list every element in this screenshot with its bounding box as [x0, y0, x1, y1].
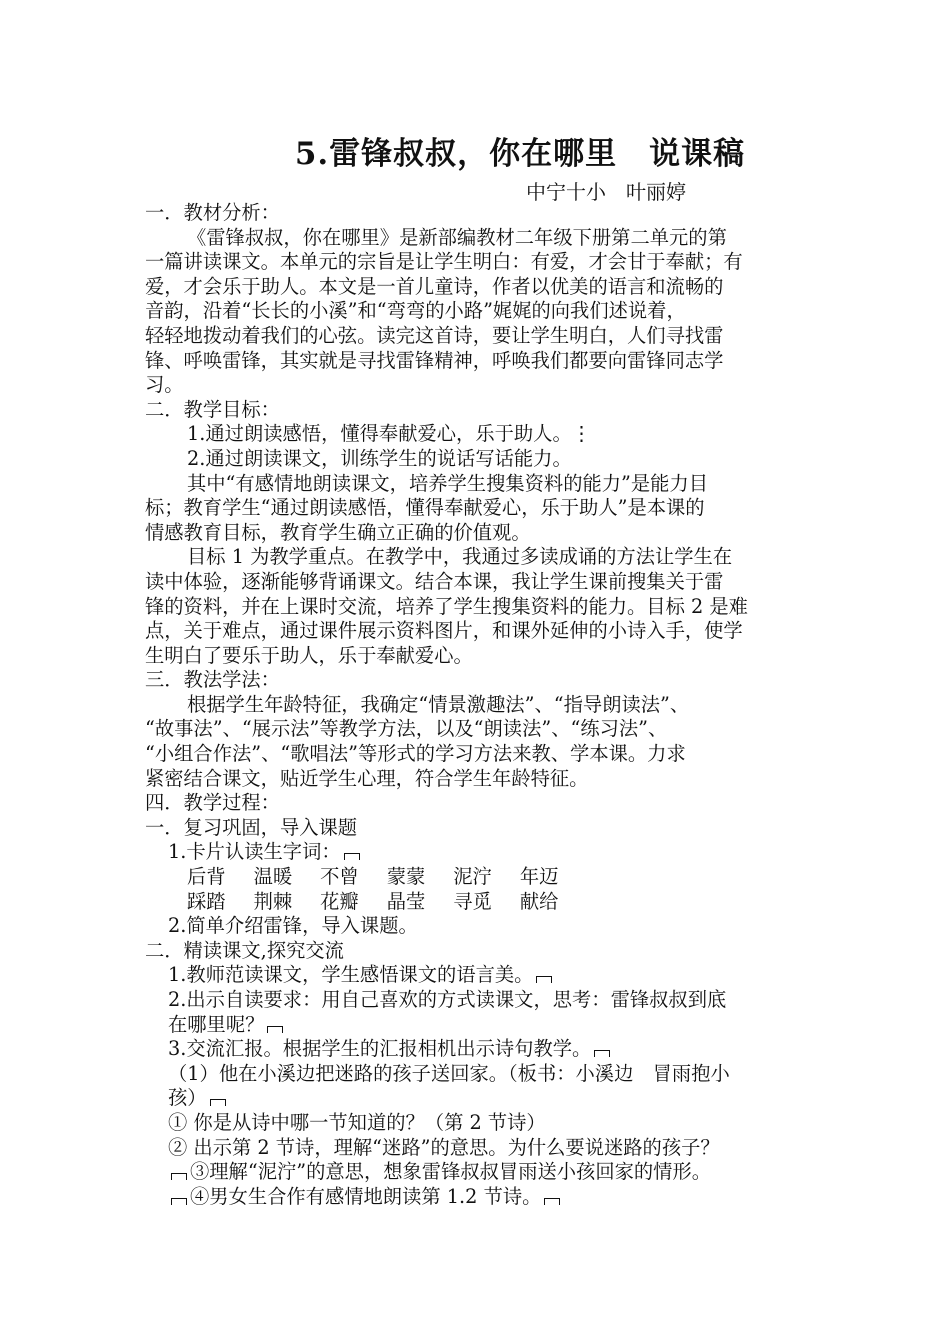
paragraph-line: 紧密结合课文，贴近学生心理，符合学生年龄特征。	[145, 766, 589, 790]
subsection-heading: 一．复习巩固，导入课题	[145, 815, 358, 839]
list-item: （1）他在小溪边把迷路的孩子送回家。（板书：小溪边 冒雨抱小	[168, 1061, 730, 1085]
vocab-word: 荆棘	[253, 889, 293, 913]
subsection-heading: 二．精读课文,探究交流	[145, 938, 344, 962]
return-mark-icon	[594, 1050, 610, 1057]
word-row	[145, 890, 810, 915]
paragraph-line: 音韵，沿着“长长的小溪”和“弯弯的小路”娓娓的向我们述说着，	[145, 299, 686, 323]
paragraph-line: 生明白了要乐于助人，乐于奉献爱心。	[145, 643, 473, 667]
vocab-word: 晶莹	[386, 889, 426, 913]
list-item-text: ③理解“泥泞”的意思，想象雷锋叔叔冒雨送小孩回家的情形。	[190, 1160, 712, 1184]
return-mark-icon	[267, 1026, 283, 1033]
vocab-word: 不曾	[320, 865, 359, 889]
vocab-word: 蒙蒙	[386, 865, 426, 889]
return-mark-icon	[210, 1099, 226, 1106]
vocab-word: 献给	[519, 889, 559, 913]
list-item-text: 在哪里呢？	[168, 1012, 265, 1036]
list-item	[145, 1037, 810, 1062]
vocab-word: 年迈	[519, 865, 559, 889]
author-line: 中宁十小 叶丽婷	[526, 180, 686, 204]
paragraph-line: “故事法”、“展示法”等教学方法，以及“朗读法”、“练习法”、	[145, 717, 668, 741]
list-item: 2.简单介绍雷锋，导入课题。	[168, 914, 418, 938]
list-item	[145, 1160, 810, 1185]
list-item	[145, 1013, 810, 1038]
vocab-word: 泥泞	[453, 865, 492, 889]
list-item: 2.出示自读要求：用自己喜欢的方式读课文，思考：雷锋叔叔到底	[168, 988, 727, 1011]
paragraph-line: 锋的资料，并在上课时交流，培养了学生搜集资料的能力。目标 2 是难	[145, 594, 748, 618]
list-item	[145, 1185, 810, 1210]
list-item-text: 1.卡片认读生字词：	[168, 840, 341, 864]
paragraph-line: 轻轻地拨动着我们的心弦。读完这首诗，要让学生明白，人们寻找雷	[145, 323, 724, 347]
paragraph-line: 目标 1 为教学重点。在教学中，我通过多读成诵的方法让学生在	[187, 545, 733, 569]
paragraph-line: 爱，才会乐于助人。本文是一首儿童诗，作者以优美的语言和流畅的	[145, 274, 724, 298]
paragraph-line: 习。	[145, 373, 184, 397]
list-item	[145, 840, 810, 865]
vocab-word: 寻觅	[453, 889, 492, 913]
list-item: ① 你是从诗中哪一节知道的？（第 2 节诗）	[168, 1110, 546, 1134]
list-item-text: 孩）	[168, 1086, 207, 1110]
document-title: 5.雷锋叔叔，你在哪里 说课稿	[294, 136, 746, 172]
section-heading: 三．教法学法：	[145, 668, 280, 692]
section-heading: 一．教材分析：	[145, 201, 280, 224]
paragraph-line: 《雷锋叔叔，你在哪里》是新部编教材二年级下册第二单元的第	[187, 225, 727, 249]
list-item: ② 出示第 2 节诗，理解“迷路”的意思。为什么要说迷路的孩子？	[168, 1135, 720, 1159]
document-body	[145, 201, 810, 1209]
section-heading: 四．教学过程：	[145, 791, 280, 815]
paragraph-line: 点，关于难点，通过课件展示资料图片，和课外延伸的小诗入手，使学	[145, 619, 743, 643]
paragraph-line: 情感教育目标，教育学生确立正确的价值观。	[145, 520, 531, 544]
word-row	[145, 865, 810, 890]
list-item	[145, 963, 810, 988]
list-item: 1.通过朗读感悟，懂得奉献爱心，乐于助人。⋮	[187, 422, 592, 446]
list-item-text: 3.交流汇报。根据学生的汇报相机出示诗句教学。	[168, 1037, 592, 1061]
paragraph-line: 根据学生年龄特征，我确定“情景激趣法”、“指导朗读法”、	[187, 692, 690, 716]
vocab-word: 后背	[187, 865, 226, 889]
paragraph-line: 锋、呼唤雷锋，其实就是寻找雷锋精神，呼唤我们都要向雷锋同志学	[145, 348, 724, 372]
vocab-word: 温暖	[253, 865, 293, 889]
paragraph-line: 标；教育学生“通过朗读感悟，懂得奉献爱心，乐于助人”是本课的	[145, 496, 705, 520]
list-item: 2.通过朗读课文，训练学生的说话写话能力。	[187, 446, 572, 470]
return-mark-icon	[171, 1173, 187, 1180]
list-item	[145, 1086, 810, 1111]
paragraph-line: “小组合作法”、“歌唱法”等形式的学习方法来教、学本课。力求	[145, 742, 686, 766]
list-item-text: 1.教师范读课文，学生感悟课文的语言美。	[168, 963, 534, 987]
section-heading: 二．教学目标：	[145, 397, 280, 421]
return-mark-icon	[344, 853, 360, 860]
vocab-word: 花瓣	[320, 889, 359, 913]
list-item-text: ④男女生合作有感情地朗读第 1.2 节诗。	[190, 1184, 542, 1208]
paragraph-line: 其中“有感情地朗读课文，培养学生搜集资料的能力”是能力目	[187, 471, 709, 495]
return-mark-icon	[536, 976, 552, 983]
paragraph-line: 一篇讲读课文。本单元的宗旨是让学生明白：有爱，才会甘于奉献；有	[145, 250, 743, 274]
return-mark-icon	[171, 1198, 187, 1205]
return-mark-icon	[544, 1198, 560, 1205]
paragraph-line: 读中体验，逐渐能够背诵课文。结合本课，我让学生课前搜集关于雷	[145, 569, 724, 593]
vocab-word: 踩踏	[187, 889, 226, 913]
